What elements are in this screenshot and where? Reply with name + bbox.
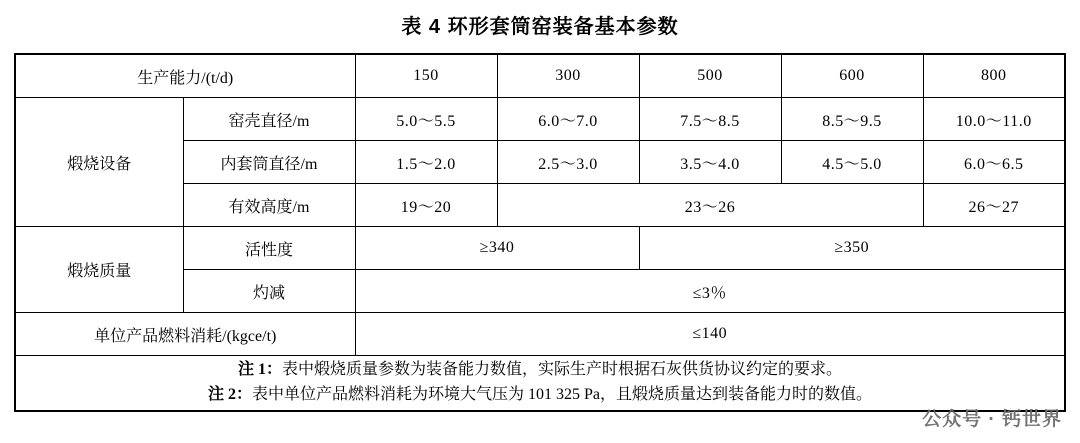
table-row [15, 98, 1065, 141]
row-label-effective-height: 有效高度/m [183, 184, 355, 227]
shell-diameter-300: 6.0～7.0 [497, 98, 639, 141]
row-label-loss-on-ignition: 灼减 [183, 270, 355, 313]
group-label-calcining-quality: 煅烧质量 [15, 227, 183, 313]
fuel-consumption-label: 单位产品燃料消耗/(kgce/t) [15, 313, 355, 356]
shell-diameter-600: 8.5～9.5 [781, 98, 923, 141]
capacity-value-600: 600 [781, 54, 923, 98]
inner-cylinder-diameter-150: 1.5～2.0 [355, 141, 497, 184]
table-row [15, 313, 1065, 356]
capacity-value-150: 150 [355, 54, 497, 98]
inner-cylinder-diameter-600: 4.5～5.0 [781, 141, 923, 184]
capacity-label: 生产能力/(t/d) [15, 54, 355, 98]
table-notes [15, 356, 1065, 411]
capacity-value-300: 300 [497, 54, 639, 98]
watermark: 公众号 · 钙世界 [922, 409, 1062, 430]
fuel-consumption-value: ≤140 [355, 313, 1065, 356]
row-label-activity: 活性度 [183, 227, 355, 270]
table-notes-row [15, 356, 1065, 411]
note-1-text: 表中煅烧质量参数为装备能力数值，实际生产时根据石灰供货协议约定的要求。 [282, 361, 843, 378]
shell-diameter-150: 5.0～5.5 [355, 98, 497, 141]
inner-cylinder-diameter-300: 2.5～3.0 [497, 141, 639, 184]
inner-cylinder-diameter-500: 3.5～4.0 [639, 141, 781, 184]
effective-height-800: 26～27 [923, 184, 1065, 227]
shell-diameter-500: 7.5～8.5 [639, 98, 781, 141]
note-line-1 [20, 358, 1060, 383]
inner-cylinder-diameter-800: 6.0～6.5 [923, 141, 1065, 184]
activity-500-800: ≥350 [639, 227, 1065, 270]
page-title: 表 4 环形套筒窑装备基本参数 [401, 16, 679, 38]
note-2-text: 表中单位产品燃料消耗为环境大气压为 101 325 Pa，且煅烧质量达到装备能力时的数值。 [252, 385, 873, 403]
note-2-label: 注 2： [207, 385, 252, 403]
activity-150-300: ≥340 [355, 227, 639, 270]
shell-diameter-800: 10.0～11.0 [923, 98, 1065, 141]
capacity-value-800: 800 [923, 54, 1065, 98]
row-label-shell-diameter: 窑壳直径/m [183, 98, 355, 141]
effective-height-150: 19～20 [355, 184, 497, 227]
capacity-value-500: 500 [639, 54, 781, 98]
note-1-label: 注 1： [237, 361, 282, 378]
table-row [15, 227, 1065, 270]
note-line-2 [20, 383, 1060, 408]
loss-on-ignition-all: ≤3％ [355, 270, 1065, 313]
group-label-calcining-equipment: 煅烧设备 [15, 98, 183, 227]
row-label-inner-cylinder-diameter: 内套筒直径/m [183, 141, 355, 184]
effective-height-300-600: 23～26 [497, 184, 923, 227]
table-row [15, 54, 1065, 98]
parameter-table [14, 53, 1066, 412]
